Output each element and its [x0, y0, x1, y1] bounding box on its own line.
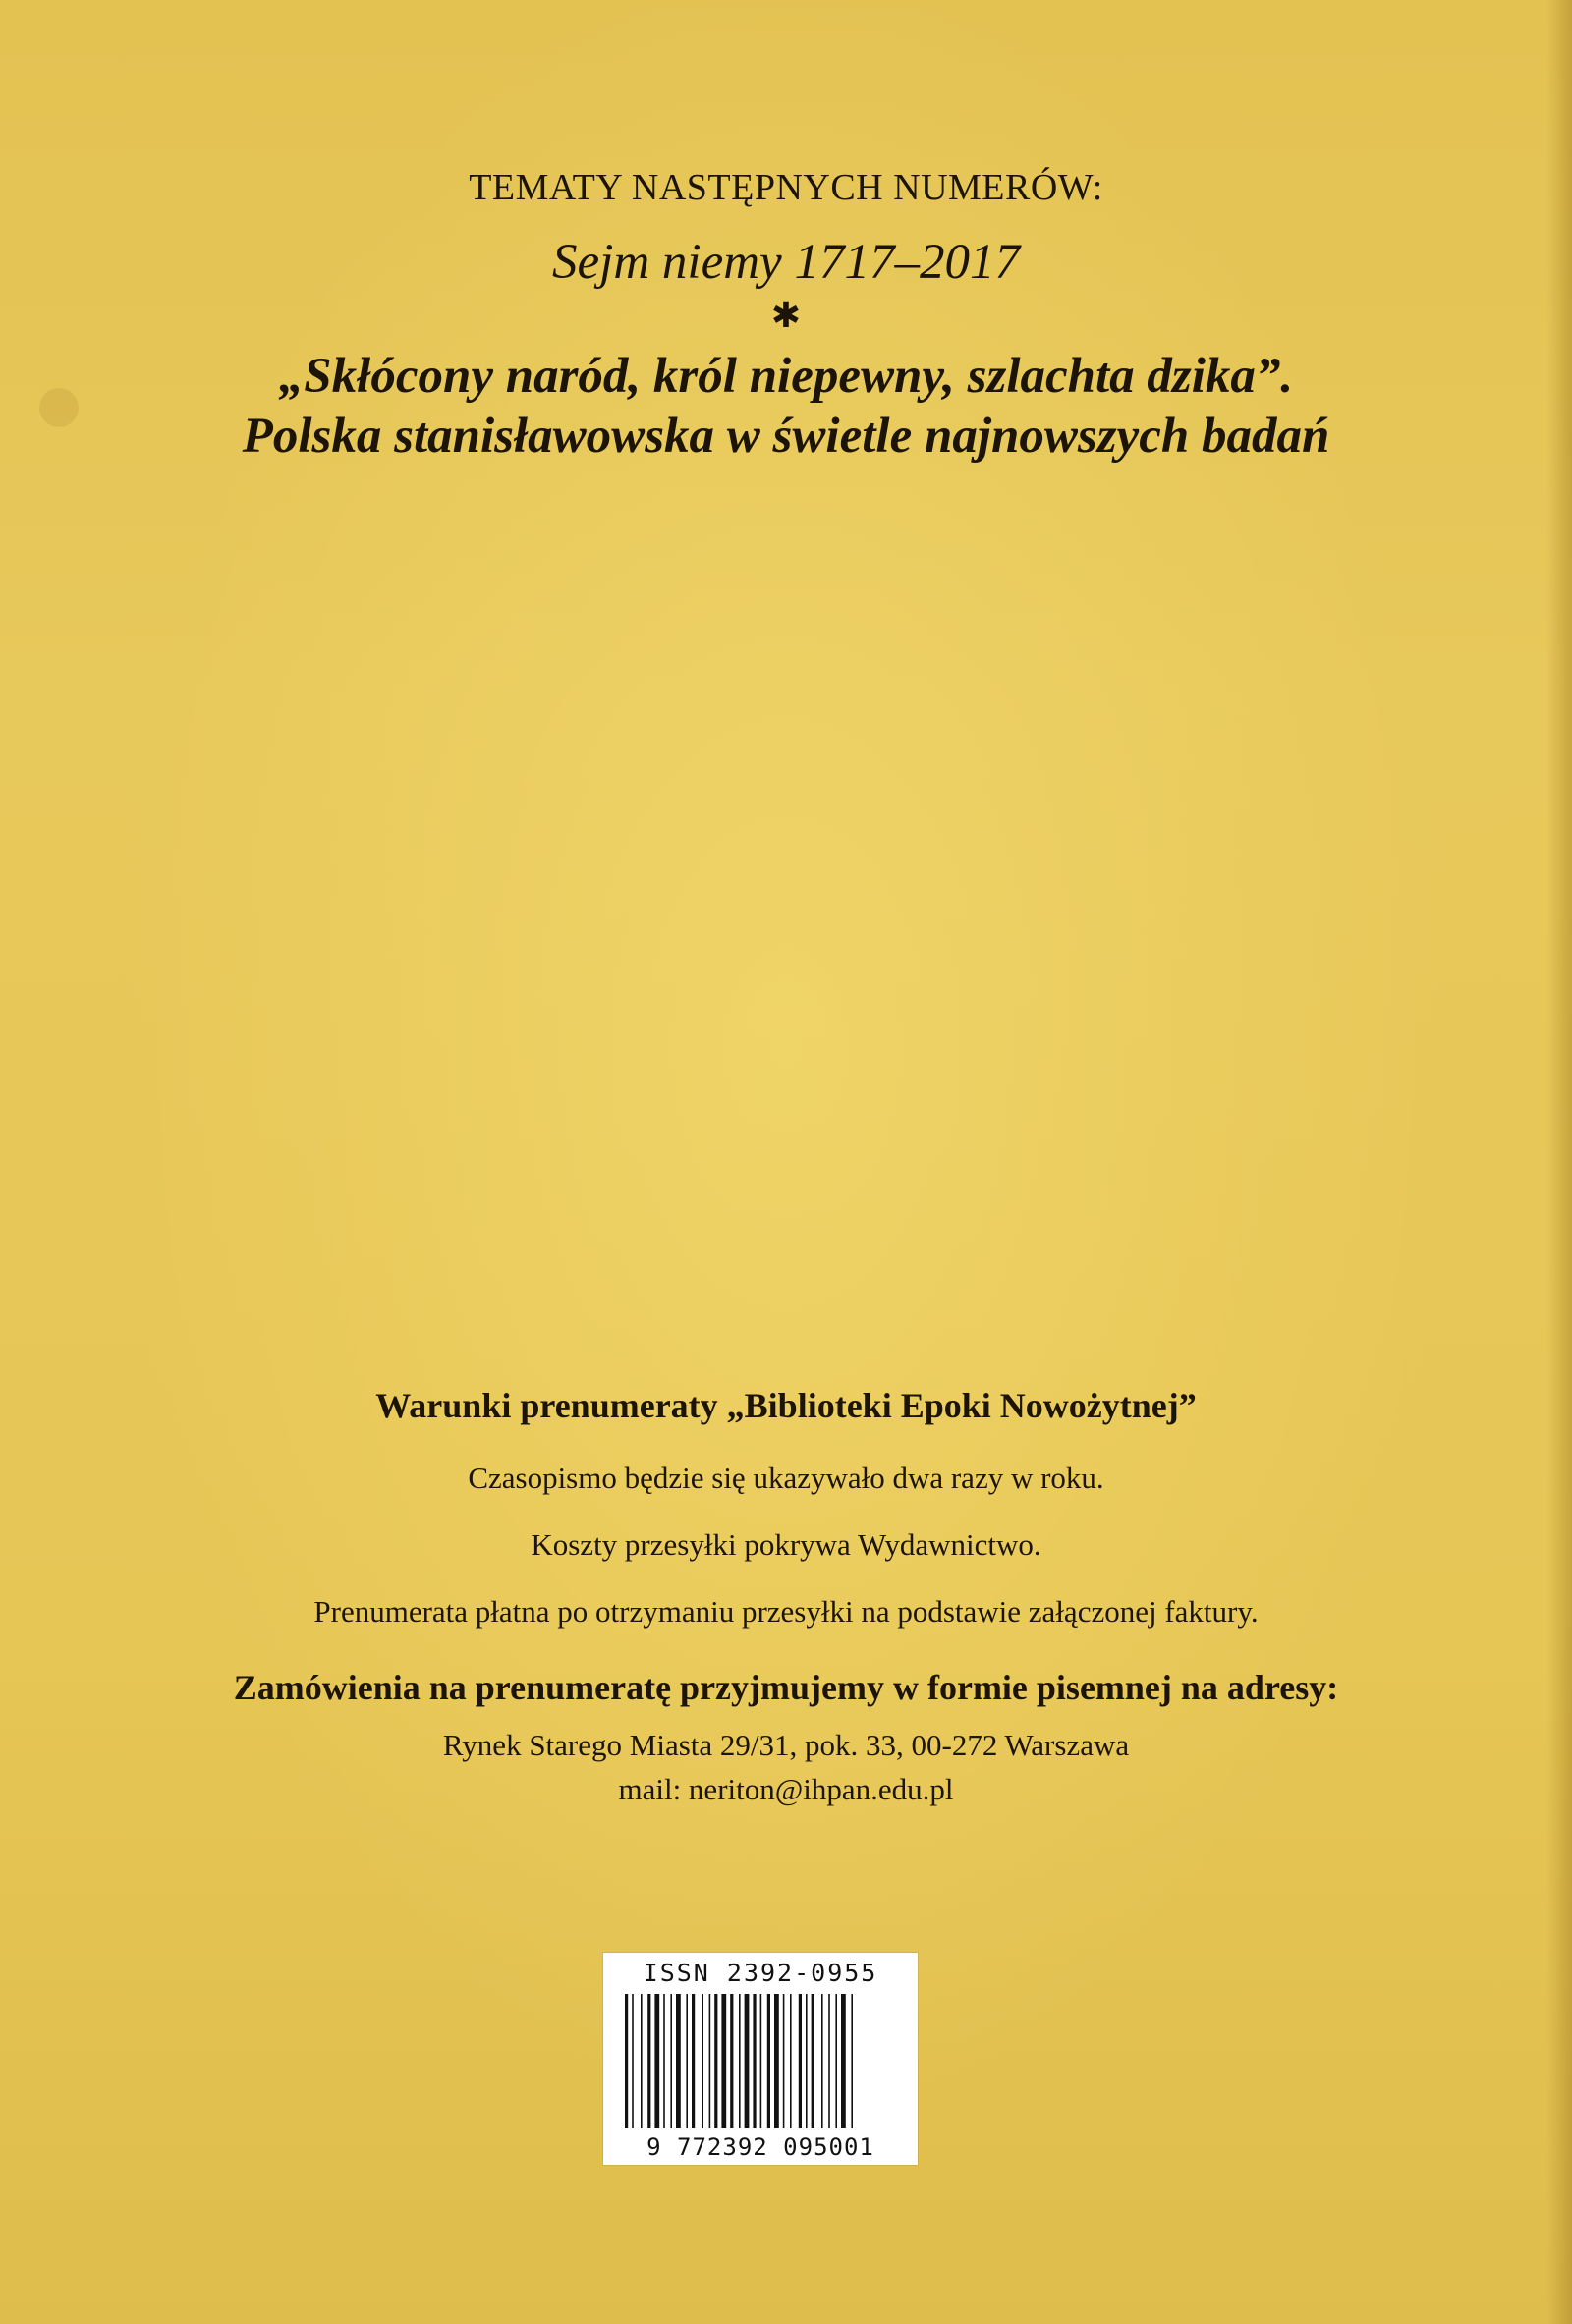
barcode-bar	[676, 1994, 681, 2128]
barcode-bar	[702, 1994, 703, 2128]
barcode-bar	[663, 1994, 665, 2128]
barcode-bar	[632, 1994, 634, 2128]
barcode-digits: 9 772392 095001	[646, 2133, 874, 2161]
orders-heading: Zamówienia na prenumeratę przyjmujemy w formie pisemnej na adresy:	[233, 1668, 1339, 1707]
barcode-bar	[841, 1994, 846, 2128]
barcode-bar	[730, 1994, 733, 2128]
barcode-bar	[774, 1994, 779, 2128]
upcoming-issue-title-2-line-2: Polska stanisławowska w świetle najnowszych badań	[242, 409, 1330, 465]
barcode-bar	[783, 1994, 785, 2128]
barcode-bar	[739, 1994, 741, 2128]
barcode-bar	[709, 1994, 711, 2128]
barcode-bar	[745, 1994, 750, 2128]
barcode-bar	[692, 1994, 695, 2128]
barcode-bar	[670, 1994, 672, 2128]
orders-email: mail: neriton@ihpan.edu.pl	[618, 1772, 954, 1806]
issn-label: ISSN 2392-0955	[643, 1959, 878, 1987]
upcoming-issues-heading: TEMATY NASTĘPNYCH NUMERÓW:	[469, 167, 1103, 208]
barcode-bar	[760, 1994, 762, 2128]
barcode-bar	[767, 1994, 770, 2128]
barcode-bar	[686, 1994, 688, 2128]
barcode-bar	[835, 1994, 837, 2128]
barcode-bar	[625, 1994, 628, 2128]
barcode-bar	[647, 1994, 650, 2128]
barcode-bar	[790, 1994, 792, 2128]
barcode-bar	[851, 1994, 853, 2128]
orders-address: Rynek Starego Miasta 29/31, pok. 33, 00-272 Warszawa	[442, 1728, 1130, 1762]
barcode	[603, 1953, 918, 2165]
upcoming-issue-title-1: Sejm niemy 1717–2017	[552, 235, 1020, 290]
barcode-bar	[654, 1994, 659, 2128]
barcode-bar	[828, 1994, 830, 2128]
subscription-section	[0, 1388, 1572, 1804]
asterisk-separator-icon: ✱	[770, 296, 802, 335]
barcode-bar	[821, 1994, 823, 2128]
barcode-bar	[753, 1994, 756, 2128]
barcode-bar	[714, 1994, 717, 2128]
barcode-bar	[721, 1994, 726, 2128]
barcode-bar	[806, 1994, 808, 2128]
upcoming-issues-section	[0, 169, 1572, 467]
barcode-bar	[641, 1994, 643, 2128]
subscription-line-frequency: Czasopismo będzie się ukazywało dwa razy w roku.	[468, 1461, 1104, 1495]
subscription-heading: Warunki prenumeraty „Biblioteki Epoki Nowożytnej”	[375, 1386, 1197, 1425]
barcode-bar	[799, 1994, 802, 2128]
barcode-bar	[812, 1994, 814, 2128]
subscription-line-shipping: Koszty przesyłki pokrywa Wydawnictwo.	[531, 1527, 1041, 1562]
subscription-line-payment: Prenumerata płatna po otrzymaniu przesyłki na podstawie załączonej faktury.	[313, 1594, 1259, 1629]
upcoming-issue-title-2-line-1: „Skłócony naród, król niepewny, szlachta dzika”.	[278, 349, 1294, 404]
